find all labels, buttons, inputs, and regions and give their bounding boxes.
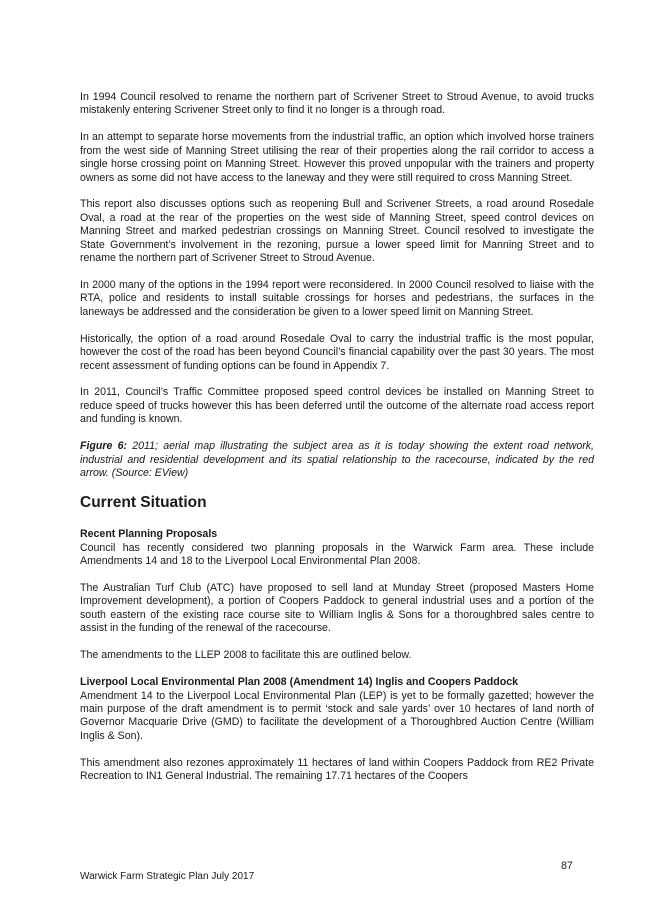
paragraph: Historically, the option of a road around Rosedale Oval to carry the industrial traffic is the most popular, however the cost of the road has been beyond Council’s financial capability over the past 30 years. The most recent assessment of funding options can be found in Appendix 7. [80,332,594,372]
paragraph: This amendment also rezones approximately 11 hectares of land within Coopers Paddock from RE2 Private Recreation to IN1 General Industrial. The remaining 17.71 hectares of the Coopers [80,756,594,783]
subsection-title: Liverpool Local Environmental Plan 2008 (Amendment 14) Inglis and Coopers Paddock [80,676,518,689]
paragraph: The amendments to the LLEP 2008 to facilitate this are outlined below. [80,649,412,662]
paragraph: Council has recently considered two planning proposals in the Warwick Farm area. These include Amendments 14 and 18 to the Liverpool Local Environmental Plan 2008. [80,541,594,568]
page-content [80,91,594,797]
section-title: Current Situation [80,494,207,512]
figure-caption [80,440,594,480]
footer-text: Warwick Farm Strategic Plan July 2017 [80,871,255,882]
figure-caption-text: 2011; aerial map illustrating the subject area as it is today showing the extent road network, industrial and residential development and its spatial relationship to the racecourse, indicated by the red arrow. (Source: EView) [80,440,594,479]
paragraph: Amendment 14 to the Liverpool Local Environmental Plan (LEP) is yet to be formally gazetted; however the main purpose of the draft amendment is to permit ‘stock and sale yards’ over 10 hectares of land north of Governor Macquarie Drive (GMD) to facilitate the development of a Thoroughbred Auction Centre (William Inglis & Son). [80,689,594,742]
paragraph: The Australian Turf Club (ATC) have proposed to sell land at Munday Street (proposed Masters Home Improvement development), a portion of Coopers Paddock to general industrial uses and a portion of the south eastern of the existing race course site to William Inglis & Sons for a thoroughbred sales centre to assist in the funding of the renewal of the racecourse. [80,582,594,635]
paragraph: In 2011, Council’s Traffic Committee proposed speed control devices be installed on Manning Street to reduce speed of trucks however this has been deferred until the outcome of the alternate road access report and funding is known. [80,386,594,426]
paragraph: This report also discusses options such as reopening Bull and Scrivener Streets, a road around Rosedale Oval, a road at the rear of the properties on the west side of Manning Street, speed control devices on Manning Street and marked pedestrian crossings on Manning Street. Council resolved to investigate the State Government’s involvement in the rezoning, pursue a lower speed limit for Manning Street and to rename the northern part of Scrivener Street to Stroud Avenue. [80,198,594,265]
paragraph: In 2000 many of the options in the 1994 report were reconsidered. In 2000 Council resolved to liaise with the RTA, police and residents to install suitable crossings for horses and pedestrians, the surfaces in the laneways be addressed and the consideration be given to a lower speed limit on Manning Street. [80,278,594,318]
page-number: 87 [561,860,573,872]
subsection-title: Recent Planning Proposals [80,528,218,541]
figure-label: Figure 6: [80,440,128,453]
paragraph: In an attempt to separate horse movements from the industrial traffic, an option which involved horse trainers from the west side of Manning Street utilising the rear of their properties along the rail corridor to access a single horse crossing point on Manning Street. However this proved unpopular with the trainers and property owners as some did not have access to the laneway and they were still required to cross Manning Street. [80,131,594,184]
paragraph: In 1994 Council resolved to rename the northern part of Scrivener Street to Stroud Avenue, to avoid trucks mistakenly entering Scrivener Street only to find it no longer is a through road. [80,91,594,117]
